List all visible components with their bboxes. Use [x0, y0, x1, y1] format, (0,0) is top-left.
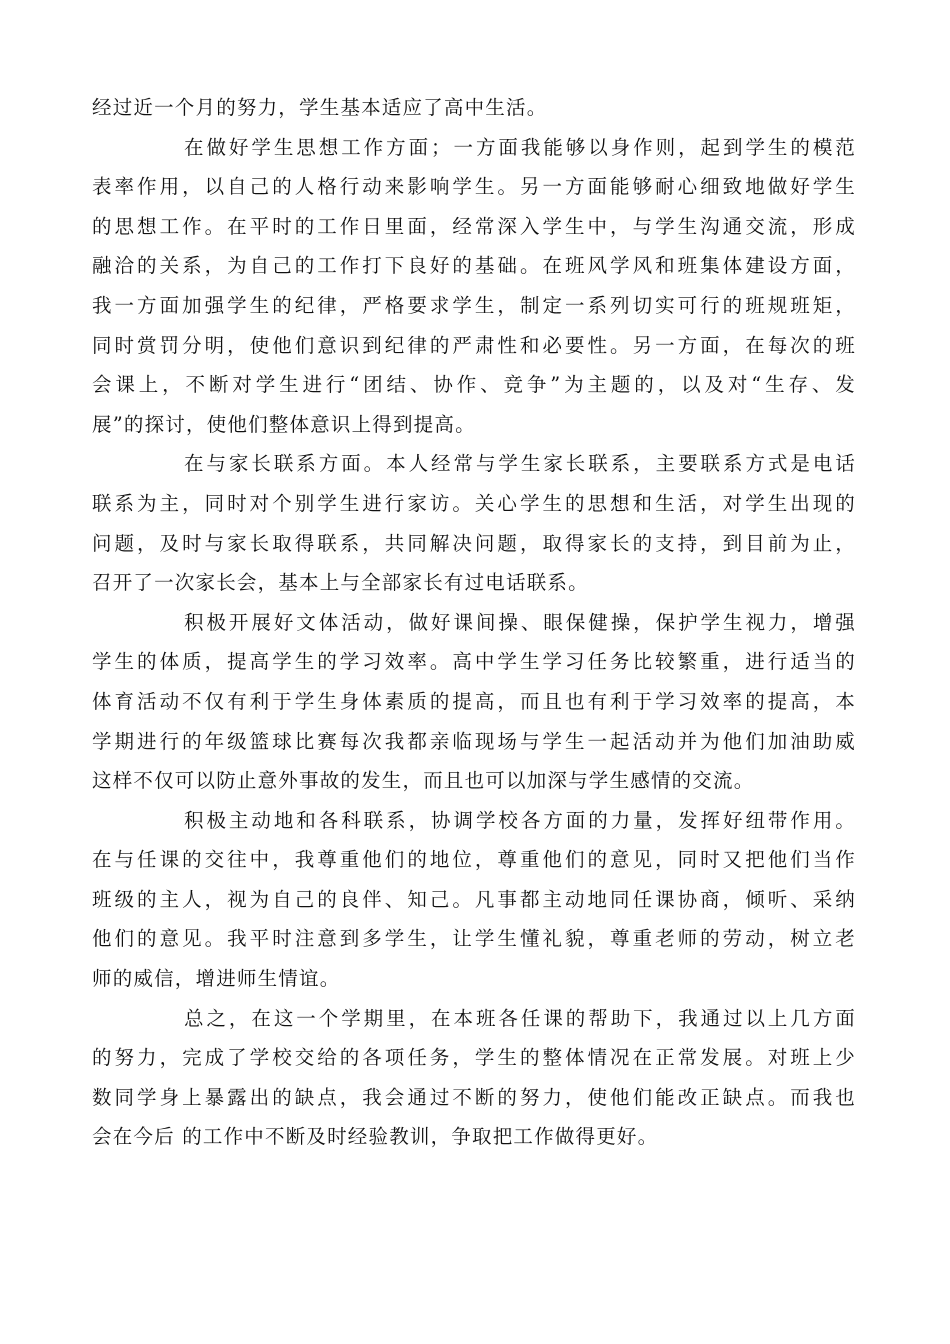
text-line: 展”的探讨，使他们整体意识上得到提高。 [92, 412, 476, 436]
text-line: 我一方面加强学生的纪律，严格要求学生，制定一系列切实可行的班规班矩， [92, 293, 856, 317]
text-line: 经过近一个月的努力，学生基本适应了高中生活。 [92, 96, 548, 119]
text-line: 学生的体质，提高学生的学习效率。高中学生学习任务比较繁重，进行适当的 [92, 650, 856, 674]
text-line: 体育活动不仅有利于学生身体素质的提高，而且也有利于学习效率的提高，本 [92, 689, 856, 713]
paragraph-first-line: 积极开展好文体活动，做好课间操、眼保健操，保护学生视力，增强 [184, 610, 856, 634]
paragraph-first-line: 在做好学生思想工作方面；一方面我能够以身作则，起到学生的模范 [184, 135, 856, 159]
text-line: 同时赏罚分明，使他们意识到纪律的严肃性和必要性。另一方面，在每次的班 [92, 333, 856, 357]
text-line: 数同学身上暴露出的缺点，我会通过不断的努力，使他们能改正缺点。而我也 [92, 1085, 856, 1109]
paragraph-first-line: 在与家长联系方面。本人经常与学生家长联系，主要联系方式是电话 [184, 452, 856, 476]
text-line: 学期进行的年级篮球比赛每次我都亲临现场与学生一起活动并为他们加油助威 [92, 729, 856, 753]
text-line: 联系为主，同时对个别学生进行家访。关心学生的思想和生活，对学生出现的 [92, 491, 856, 515]
paragraph-first-line: 总之，在这一个学期里，在本班各任课的帮助下，我通过以上几方面 [184, 1006, 856, 1030]
text-line: 召开了一次家长会，基本上与全部家长有过电话联系。 [92, 571, 589, 595]
text-line: 班级的主人，视为自己的良伴、知己。凡事都主动地同任课协商，倾听、采纳 [92, 887, 856, 911]
text-line: 表率作用，以自己的人格行动来影响学生。另一方面能够耐心细致地做好学生 [92, 175, 856, 199]
paragraph-first-line: 积极主动地和各科联系，协调学校各方面的力量，发挥好纽带作用。 [184, 808, 856, 832]
text-line: 的思想工作。在平时的工作日里面，经常深入学生中，与学生沟通交流，形成 [92, 214, 856, 238]
text-line: 师的威信，增进师生情谊。 [92, 967, 341, 991]
text-line: 他们的意见。我平时注意到多学生，让学生懂礼貌，尊重老师的劳动，树立老 [92, 927, 856, 951]
text-line: 会课上，不断对学生进行“团结、协作、竞争”为主题的，以及对“生存、发 [92, 373, 856, 397]
text-line: 问题，及时与家长取得联系，共同解决问题，取得家长的支持，到目前为止， [92, 531, 856, 555]
text-line: 会在今后 的工作中不断及时经验教训，争取把工作做得更好。 [92, 1125, 659, 1149]
text-line: 的努力，完成了学校交给的各项任务，学生的整体情况在正常发展。对班上少 [92, 1046, 856, 1070]
document-body [92, 88, 856, 1157]
text-line: 在与任课的交往中，我尊重他们的地位，尊重他们的意见，同时又把他们当作 [92, 848, 856, 872]
text-line: 融洽的关系，为自己的工作打下良好的基础。在班风学风和班集体建设方面， [92, 254, 856, 278]
text-line: 这样不仅可以防止意外事故的发生，而且也可以加深与学生感情的交流。 [92, 769, 755, 793]
